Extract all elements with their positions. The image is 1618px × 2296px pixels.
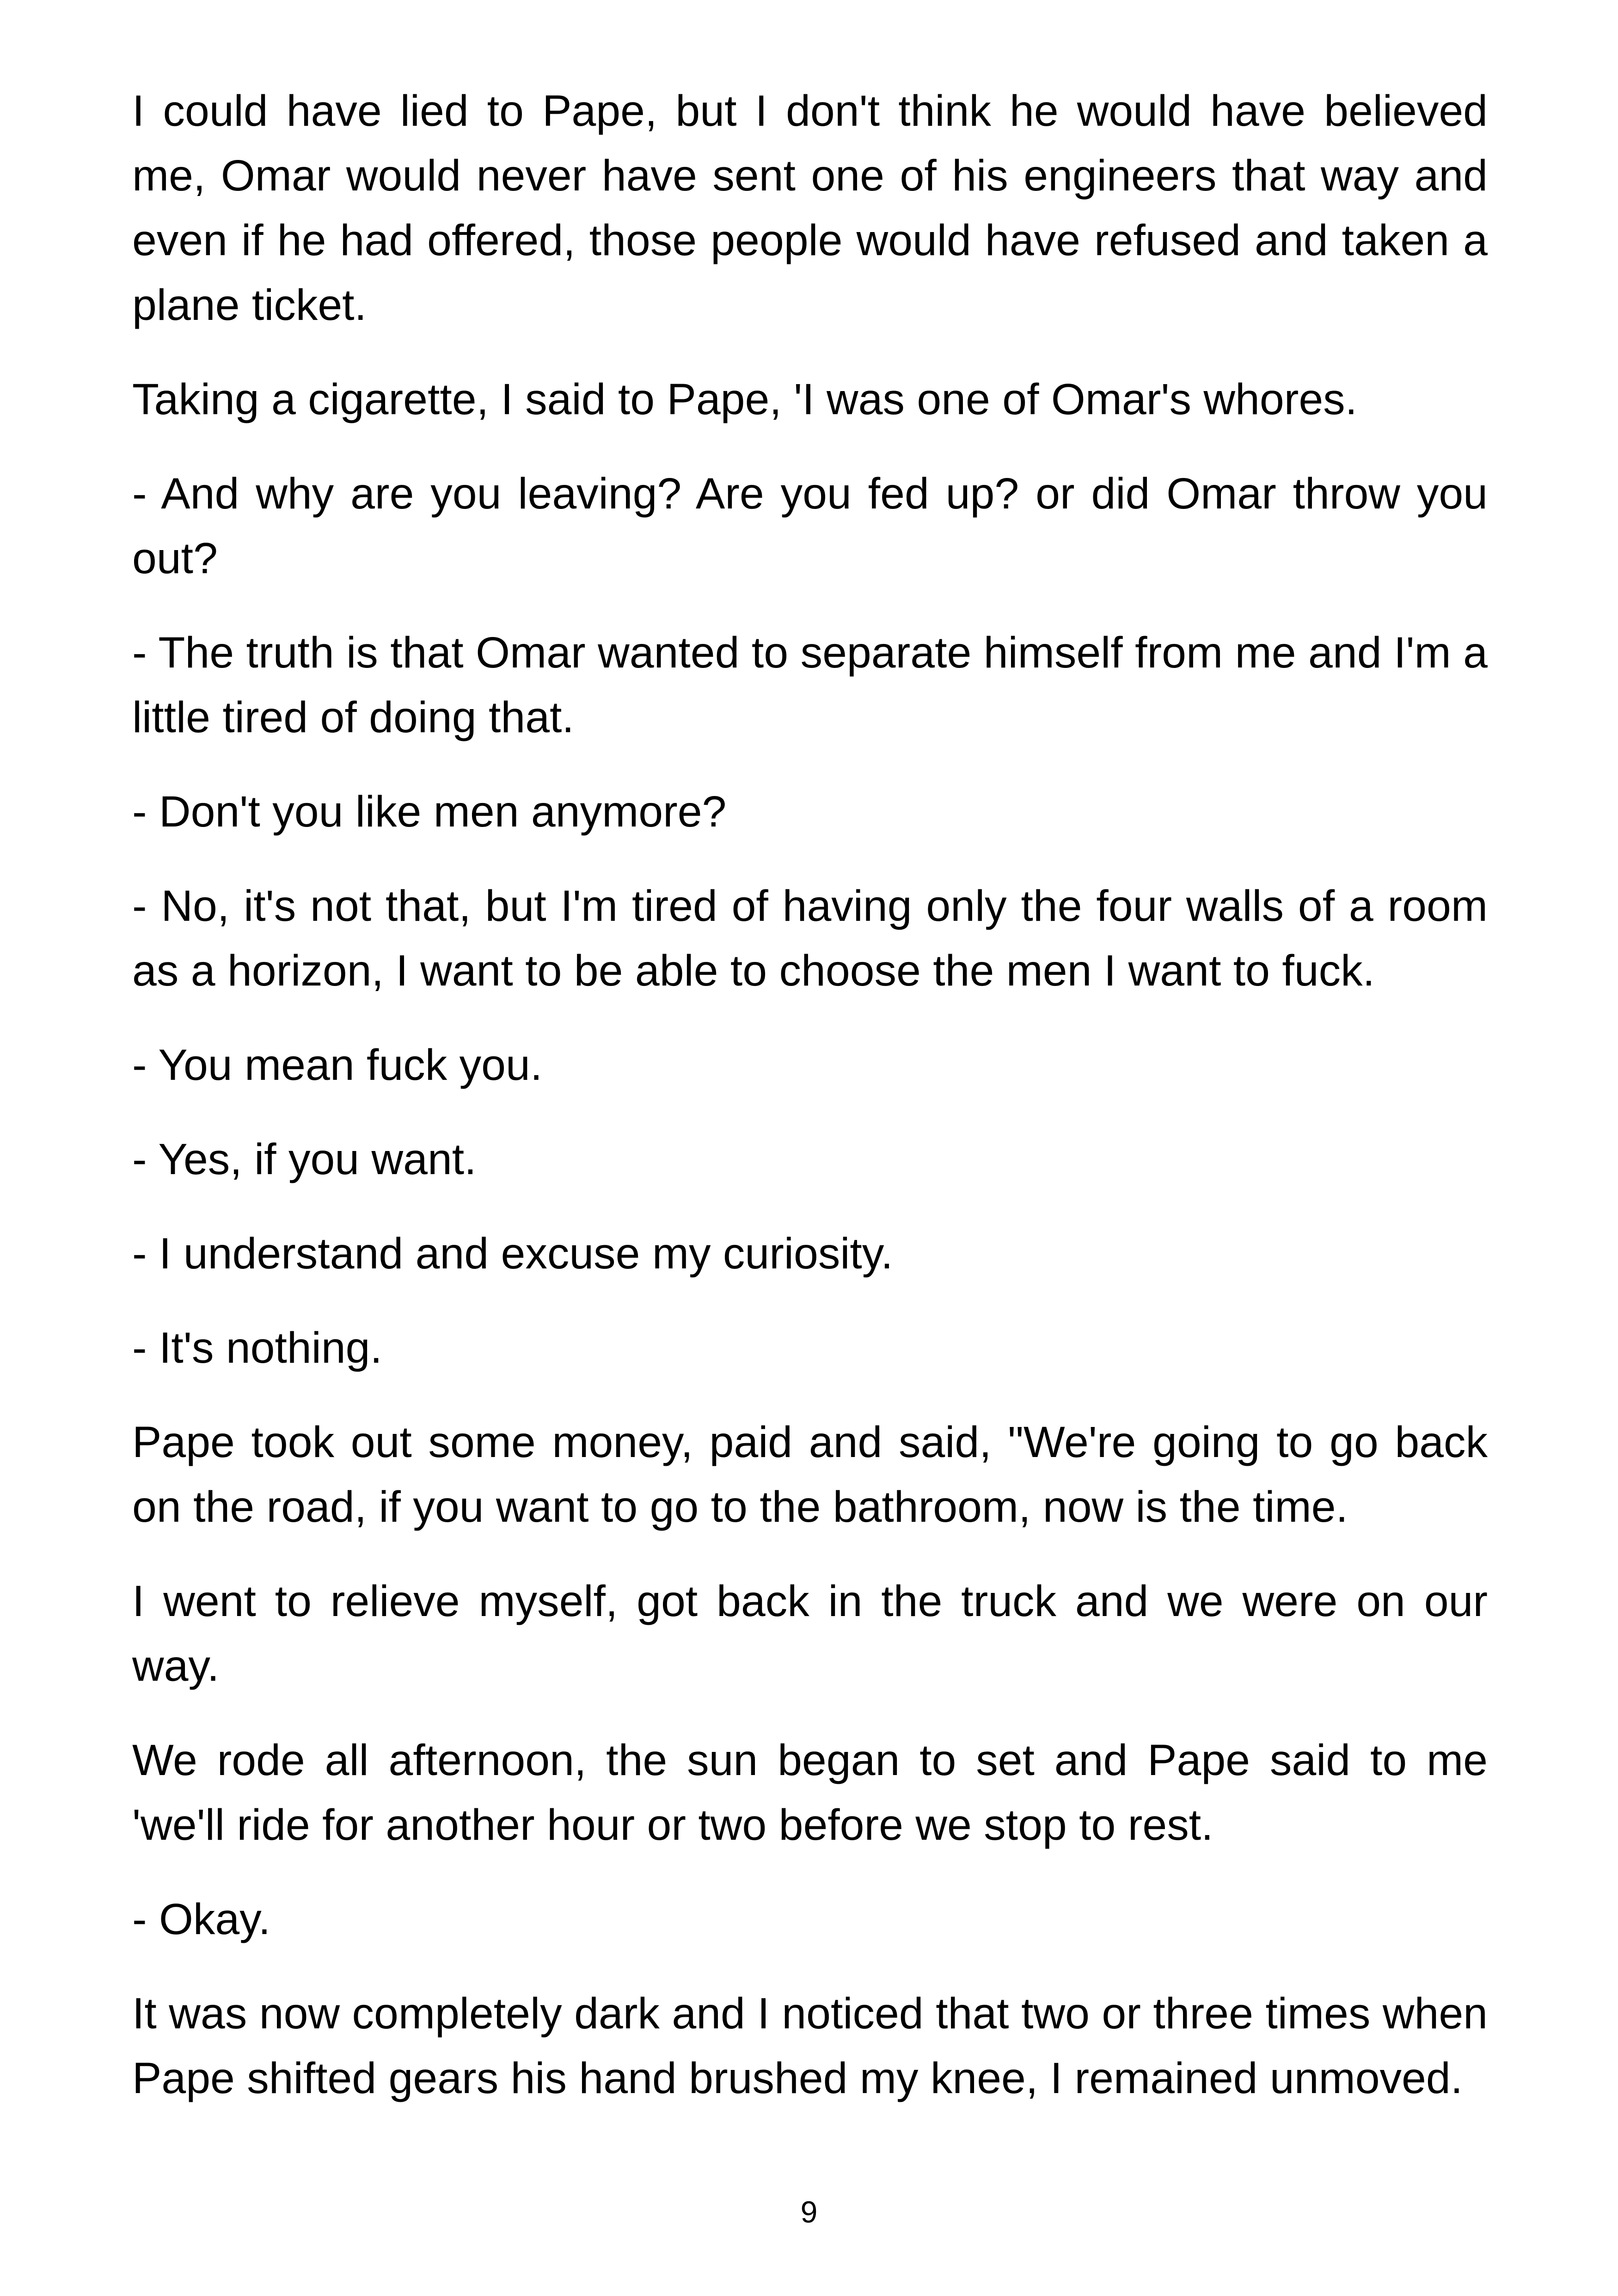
paragraph: Taking a cigarette, I said to Pape, 'I was one of Omar's whores. (132, 375, 1358, 424)
paragraph: - It's nothing. (132, 1323, 382, 1372)
paragraph: We rode all afternoon, the sun began to set and Pape said to me 'we'll ride for another hour or two before we stop to rest. (132, 1736, 1488, 1849)
paragraph: - The truth is that Omar wanted to separate himself from me and I'm a little tired of doing that. (132, 628, 1488, 742)
paragraph: I went to relieve myself, got back in the truck and we were on our way. (132, 1577, 1488, 1690)
paragraph: - You mean fuck you. (132, 1041, 543, 1090)
paragraph: I could have lied to Pape, but I don't think he would have believed me, Omar would never have sent one of his engineers that way and even if he had offered, those people would have refused and taken a plane ticket. (132, 86, 1488, 330)
page-number: 9 (800, 2195, 818, 2229)
paragraph: - Don't you like men anymore? (132, 787, 727, 836)
paragraph: It was now completely dark and I noticed that two or three times when Pape shifted gears his hand brushed my knee, I remained unmoved. (132, 1989, 1488, 2103)
paragraph: - No, it's not that, but I'm tired of having only the four walls of a room as a horizon, I want to be able to choose the men I want to fuck. (132, 882, 1488, 995)
paragraph: - Yes, if you want. (132, 1135, 477, 1184)
paragraph: - Okay. (132, 1895, 271, 1944)
paragraph: Pape took out some money, paid and said, "We're going to go back on the road, if you want to go to the bathroom, now is the time. (132, 1418, 1488, 1531)
paragraph: - I understand and excuse my curiosity. (132, 1229, 893, 1278)
paragraph: - And why are you leaving? Are you fed up? or did Omar throw you out? (132, 469, 1488, 583)
body-text (132, 79, 1488, 2111)
